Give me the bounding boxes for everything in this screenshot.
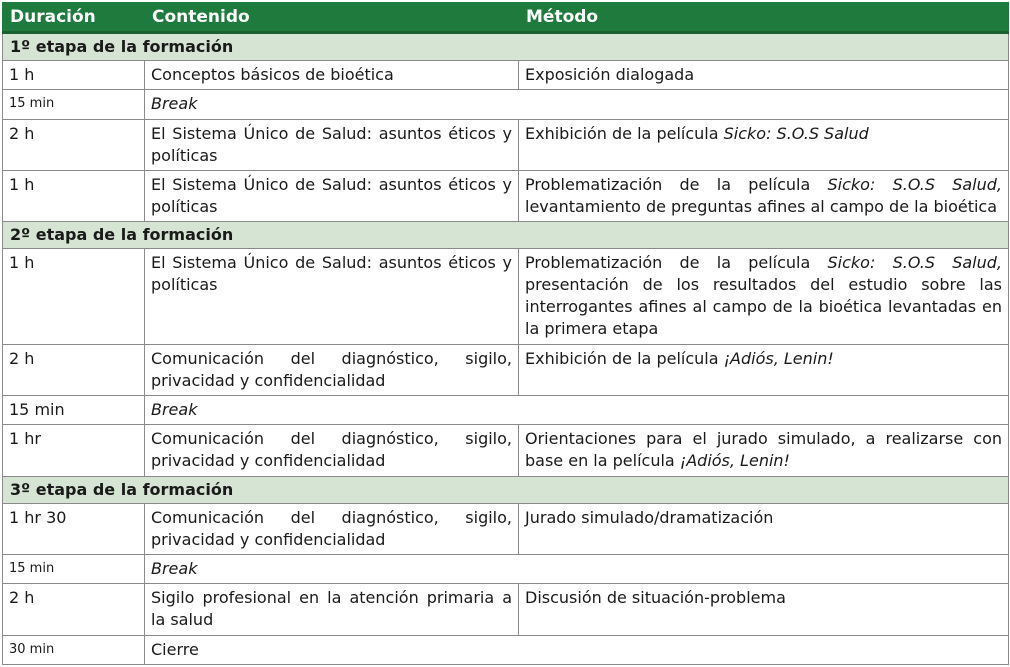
table-row	[3, 344, 1009, 395]
table-row	[3, 90, 1009, 119]
break-cell: Break	[145, 555, 1009, 584]
method-cell	[519, 425, 1009, 476]
closing-cell: Cierre	[145, 635, 1009, 664]
duration-cell: 2 h	[3, 119, 145, 170]
table-row	[3, 555, 1009, 584]
method-cell	[519, 344, 1009, 395]
table-row	[3, 61, 1009, 90]
break-cell: Break	[145, 396, 1009, 425]
table-row	[3, 170, 1009, 221]
method-text: Exhibición de la película	[525, 123, 724, 143]
duration-cell: 15 min	[3, 90, 145, 119]
table-row	[3, 249, 1009, 345]
table-row	[3, 425, 1009, 476]
film-title: Sicko: S.O.S Salud	[723, 123, 869, 143]
header-content: Contenido	[145, 3, 519, 33]
header-duration: Duración	[3, 3, 145, 33]
method-text: presentación de los resultados del estudio sobre las interrogantes afines al campo de la bioética levantadas en la primera etapa	[525, 275, 1002, 339]
content-cell: El Sistema Único de Salud: asuntos éticos y políticas	[145, 119, 519, 170]
method-cell	[519, 170, 1009, 221]
film-title: Sicko: S.O.S Salud,	[827, 174, 1003, 194]
stage-row	[3, 33, 1009, 61]
method-cell	[519, 119, 1009, 170]
header-row	[3, 3, 1009, 33]
film-title: ¡Adiós, Lenin!	[723, 348, 834, 368]
method-cell: Discusión de situación-problema	[519, 584, 1009, 635]
stage-title: 1º etapa de la formación	[3, 33, 1009, 61]
table-row	[3, 503, 1009, 554]
duration-cell: 30 min	[3, 635, 145, 664]
break-cell: Break	[145, 90, 1009, 119]
duration-cell: 2 h	[3, 584, 145, 635]
method-text: Orientaciones para el jurado simulado, a realizarse con base en la película	[525, 429, 1002, 471]
content-cell: Conceptos básicos de bioética	[145, 61, 519, 90]
training-schedule-table	[2, 2, 1009, 665]
duration-cell: 15 min	[3, 396, 145, 425]
table-row	[3, 119, 1009, 170]
method-cell: Jurado simulado/dramatización	[519, 503, 1009, 554]
content-cell: El Sistema Único de Salud: asuntos éticos y políticas	[145, 170, 519, 221]
table-row	[3, 584, 1009, 635]
stage-row	[3, 222, 1009, 249]
film-title: Sicko: S.O.S Salud,	[827, 253, 1003, 273]
content-cell: El Sistema Único de Salud: asuntos éticos y políticas	[145, 249, 519, 345]
stage-title: 2º etapa de la formación	[3, 222, 1009, 249]
header-method: Método	[519, 3, 1009, 33]
content-cell: Sigilo profesional en la atención primaria a la salud	[145, 584, 519, 635]
duration-cell: 1 hr	[3, 425, 145, 476]
duration-cell: 1 hr 30	[3, 503, 145, 554]
content-cell: Comunicación del diagnóstico, sigilo, privacidad y confidencialidad	[145, 425, 519, 476]
content-cell: Comunicación del diagnóstico, sigilo, privacidad y confidencialidad	[145, 344, 519, 395]
method-text: levantamiento de preguntas afines al campo de la bioética	[525, 196, 998, 216]
duration-cell: 2 h	[3, 344, 145, 395]
stage-row	[3, 476, 1009, 503]
stage-title: 3º etapa de la formación	[3, 476, 1009, 503]
duration-cell: 1 h	[3, 249, 145, 345]
film-title: ¡Adiós, Lenin!	[679, 451, 790, 471]
method-text: Problematización de la película	[525, 253, 828, 273]
duration-cell: 1 h	[3, 61, 145, 90]
method-cell	[519, 249, 1009, 345]
duration-cell: 1 h	[3, 170, 145, 221]
duration-cell: 15 min	[3, 555, 145, 584]
method-cell: Exposición dialogada	[519, 61, 1009, 90]
method-text: Exhibición de la película	[525, 348, 724, 368]
table-row	[3, 396, 1009, 425]
method-text: Problematización de la película	[525, 174, 828, 194]
table-row	[3, 635, 1009, 664]
content-cell: Comunicación del diagnóstico, sigilo, privacidad y confidencialidad	[145, 503, 519, 554]
